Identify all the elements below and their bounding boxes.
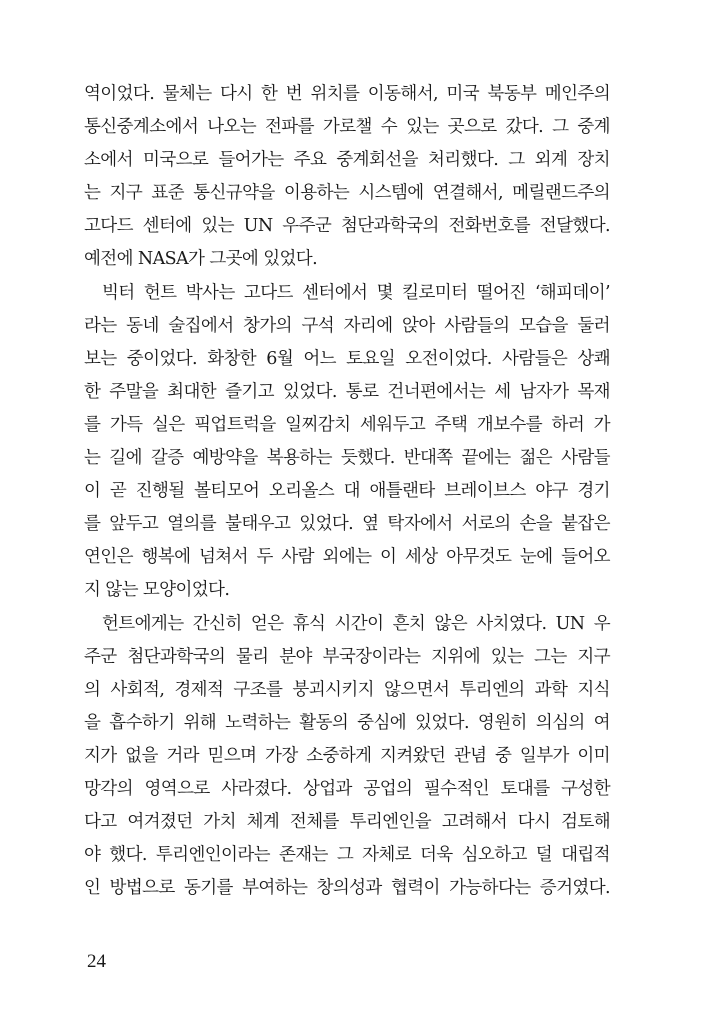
text-line: 다고 여겨졌던 가치 체계 전체를 투리엔인을 고려해서 다시 검토해 [84,812,610,833]
text-line: 를 앞두고 열의를 불태우고 있었다. 옆 탁자에서 서로의 손을 붙잡은 [84,514,610,535]
text-line: 을 흡수하기 위해 노력하는 활동의 중심에 있었다. 영원히 의심의 여 [84,712,610,733]
text-line: 인 방법으로 동기를 부여하는 창의성과 협력이 가능하다는 증거였다. [84,878,610,899]
text-line: 빅터 헌트 박사는 고다드 센터에서 몇 킬로미터 떨어진 ‘해피데이’ [102,282,610,303]
text-line: 한 주말을 최대한 즐기고 있었다. 통로 건너편에서는 세 남자가 목재 [84,381,610,402]
text-line: 망각의 영역으로 사라졌다. 상업과 공업의 필수적인 토대를 구성한 [84,778,610,799]
text-line: 헌트에게는 간신히 얻은 휴식 시간이 흔치 않은 사치였다. UN 우 [102,613,610,634]
paragraph-1 [84,78,610,277]
text-line: 이 곧 진행될 볼티모어 오리올스 대 애틀랜타 브레이브스 야구 경기 [84,481,610,502]
text-line: 는 지구 표준 통신규약을 이용하는 시스템에 연결해서, 메릴랜드주의 [84,183,610,204]
text-line: 지가 없을 거라 믿으며 가장 소중하게 지켜왔던 관념 중 일부가 이미 [84,745,610,766]
text-line: 의 사회적, 경제적 구조를 붕괴시키지 않으면서 투리엔의 과학 지식 [84,679,610,700]
text-line: 라는 동네 술집에서 창가의 구석 자리에 앉아 사람들의 모습을 둘러 [84,315,610,336]
paragraph-3 [84,608,610,906]
text-line: 연인은 행복에 넘쳐서 두 사람 외에는 이 세상 아무것도 눈에 들어오 [84,547,610,568]
text-line: 소에서 미국으로 들어가는 주요 중계회선을 처리했다. 그 외계 장치 [84,150,610,171]
paragraph-2 [84,277,610,608]
text-line: 보는 중이었다. 화창한 6월 어느 토요일 오전이었다. 사람들은 상쾌 [84,348,610,369]
text-line: 는 길에 갈증 예방약을 복용하는 듯했다. 반대쪽 끝에는 젊은 사람들 [84,448,610,469]
text-line: 주군 첨단과학국의 물리 분야 부국장이라는 지위에 있는 그는 지구 [84,646,610,667]
text-line: 지 않는 모양이었다. [84,580,230,601]
text-line: 예전에 NASA가 그곳에 있었다. [84,249,318,270]
text-line: 야 했다. 투리엔인이라는 존재는 그 자체로 더욱 심오하고 덜 대립적 [84,845,610,866]
text-line: 를 가득 실은 픽업트럭을 일찌감치 세워두고 주택 개보수를 하러 가 [84,414,610,435]
text-line: 역이었다. 물체는 다시 한 번 위치를 이동해서, 미국 북동부 메인주의 [84,84,610,104]
page-number: 24 [87,951,106,972]
book-page-body [84,78,610,905]
text-line: 통신중계소에서 나오는 전파를 가로챌 수 있는 곳으로 갔다. 그 중계 [84,117,610,138]
text-line: 고다드 센터에 있는 UN 우주군 첨단과학국의 전화번호를 전달했다. [84,216,610,237]
